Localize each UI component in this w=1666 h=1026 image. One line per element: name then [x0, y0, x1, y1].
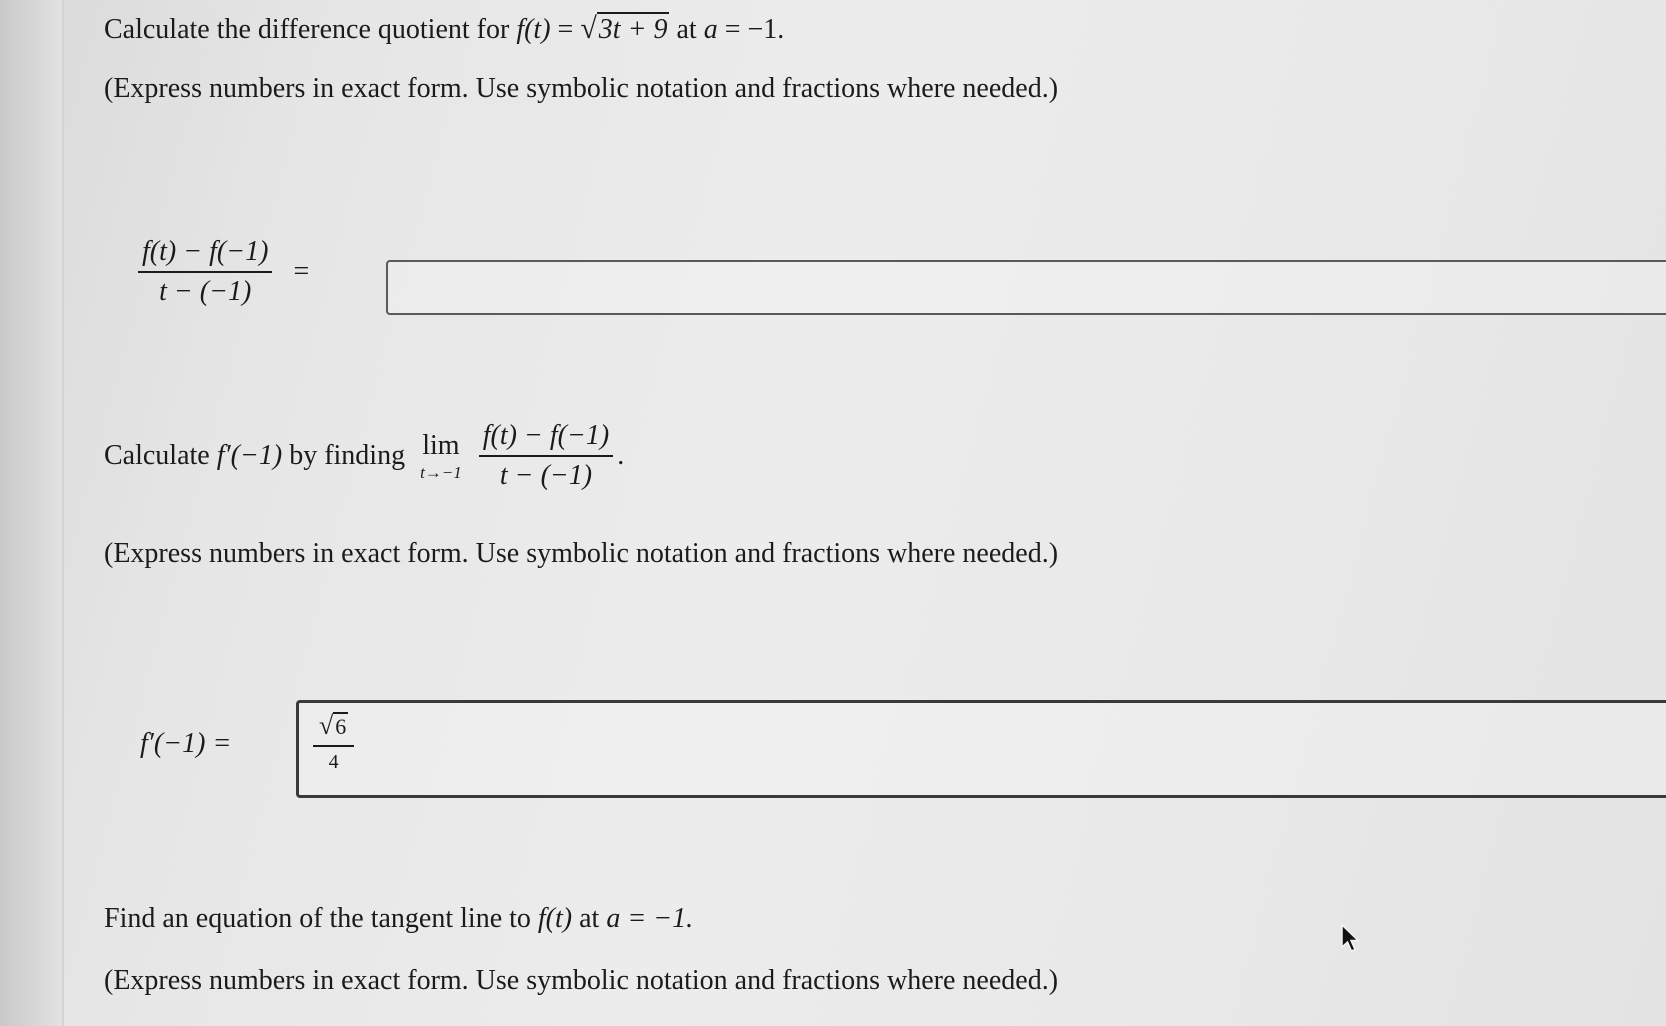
- equals-sign: =: [293, 256, 310, 287]
- lim-subscript: t→−1: [420, 462, 462, 482]
- intro-text: Calculate the difference quotient for: [104, 14, 510, 45]
- function-name: f: [516, 14, 525, 45]
- radicand: 3t + 9: [598, 14, 668, 45]
- answer-numerator: √6: [313, 711, 354, 747]
- difference-quotient-fraction: [138, 236, 272, 308]
- a-variable: a: [703, 14, 718, 45]
- answer-radicand: 6: [335, 714, 347, 739]
- derivative-answer-input[interactable]: [296, 700, 1666, 798]
- derivative-label: [140, 728, 231, 760]
- at-text: at: [676, 14, 697, 45]
- derivative-prompt: [104, 420, 624, 492]
- dq-denominator: t − (−1): [159, 276, 252, 307]
- answer-denominator: 4: [328, 751, 339, 773]
- screen-bezel: [0, 0, 64, 1026]
- tangent-at-text: at: [579, 903, 600, 934]
- dq-numerator: f(t) − f(−1): [138, 236, 272, 273]
- problem-content: [104, 0, 1644, 1026]
- derivative-answer-fraction: [313, 711, 354, 774]
- derivative-prompt-end: .: [617, 440, 625, 471]
- instructions-3: (Express numbers in exact form. Use symbolic notation and fractions where needed.): [104, 965, 1059, 996]
- tangent-prompt: [104, 903, 693, 935]
- problem-statement: Calculate the difference quotient for f(t) = √3t + 9 at a = −1.: [104, 12, 785, 45]
- limit-operator: [420, 429, 462, 482]
- limit-numerator: f(t) − f(−1): [479, 420, 613, 457]
- tangent-function: f(t): [537, 903, 573, 934]
- tangent-prompt-prefix: Find an equation of the tangent line to: [104, 903, 531, 934]
- derivative-term: f′(−1): [216, 440, 283, 471]
- tangent-a-value: a = −1.: [606, 903, 694, 934]
- mouse-pointer-icon: [1340, 924, 1362, 954]
- sqrt-expression: √3t + 9: [580, 12, 668, 45]
- instructions-1: (Express numbers in exact form. Use symbolic notation and fractions where needed.): [104, 73, 1059, 104]
- limit-fraction: [479, 420, 613, 492]
- lim-word: lim: [422, 429, 460, 461]
- limit-denominator: t − (−1): [499, 460, 593, 491]
- derivative-prompt-prefix: Calculate: [104, 440, 210, 471]
- a-value: −1.: [747, 14, 785, 45]
- variable-name: t: [533, 14, 542, 45]
- instructions-2: (Express numbers in exact form. Use symbolic notation and fractions where needed.): [104, 538, 1059, 569]
- difference-quotient-label: [134, 236, 309, 308]
- difference-quotient-answer-input[interactable]: [386, 260, 1666, 315]
- derivative-prompt-mid: by finding: [289, 440, 406, 471]
- derivative-label-text: f′(−1) =: [140, 728, 232, 759]
